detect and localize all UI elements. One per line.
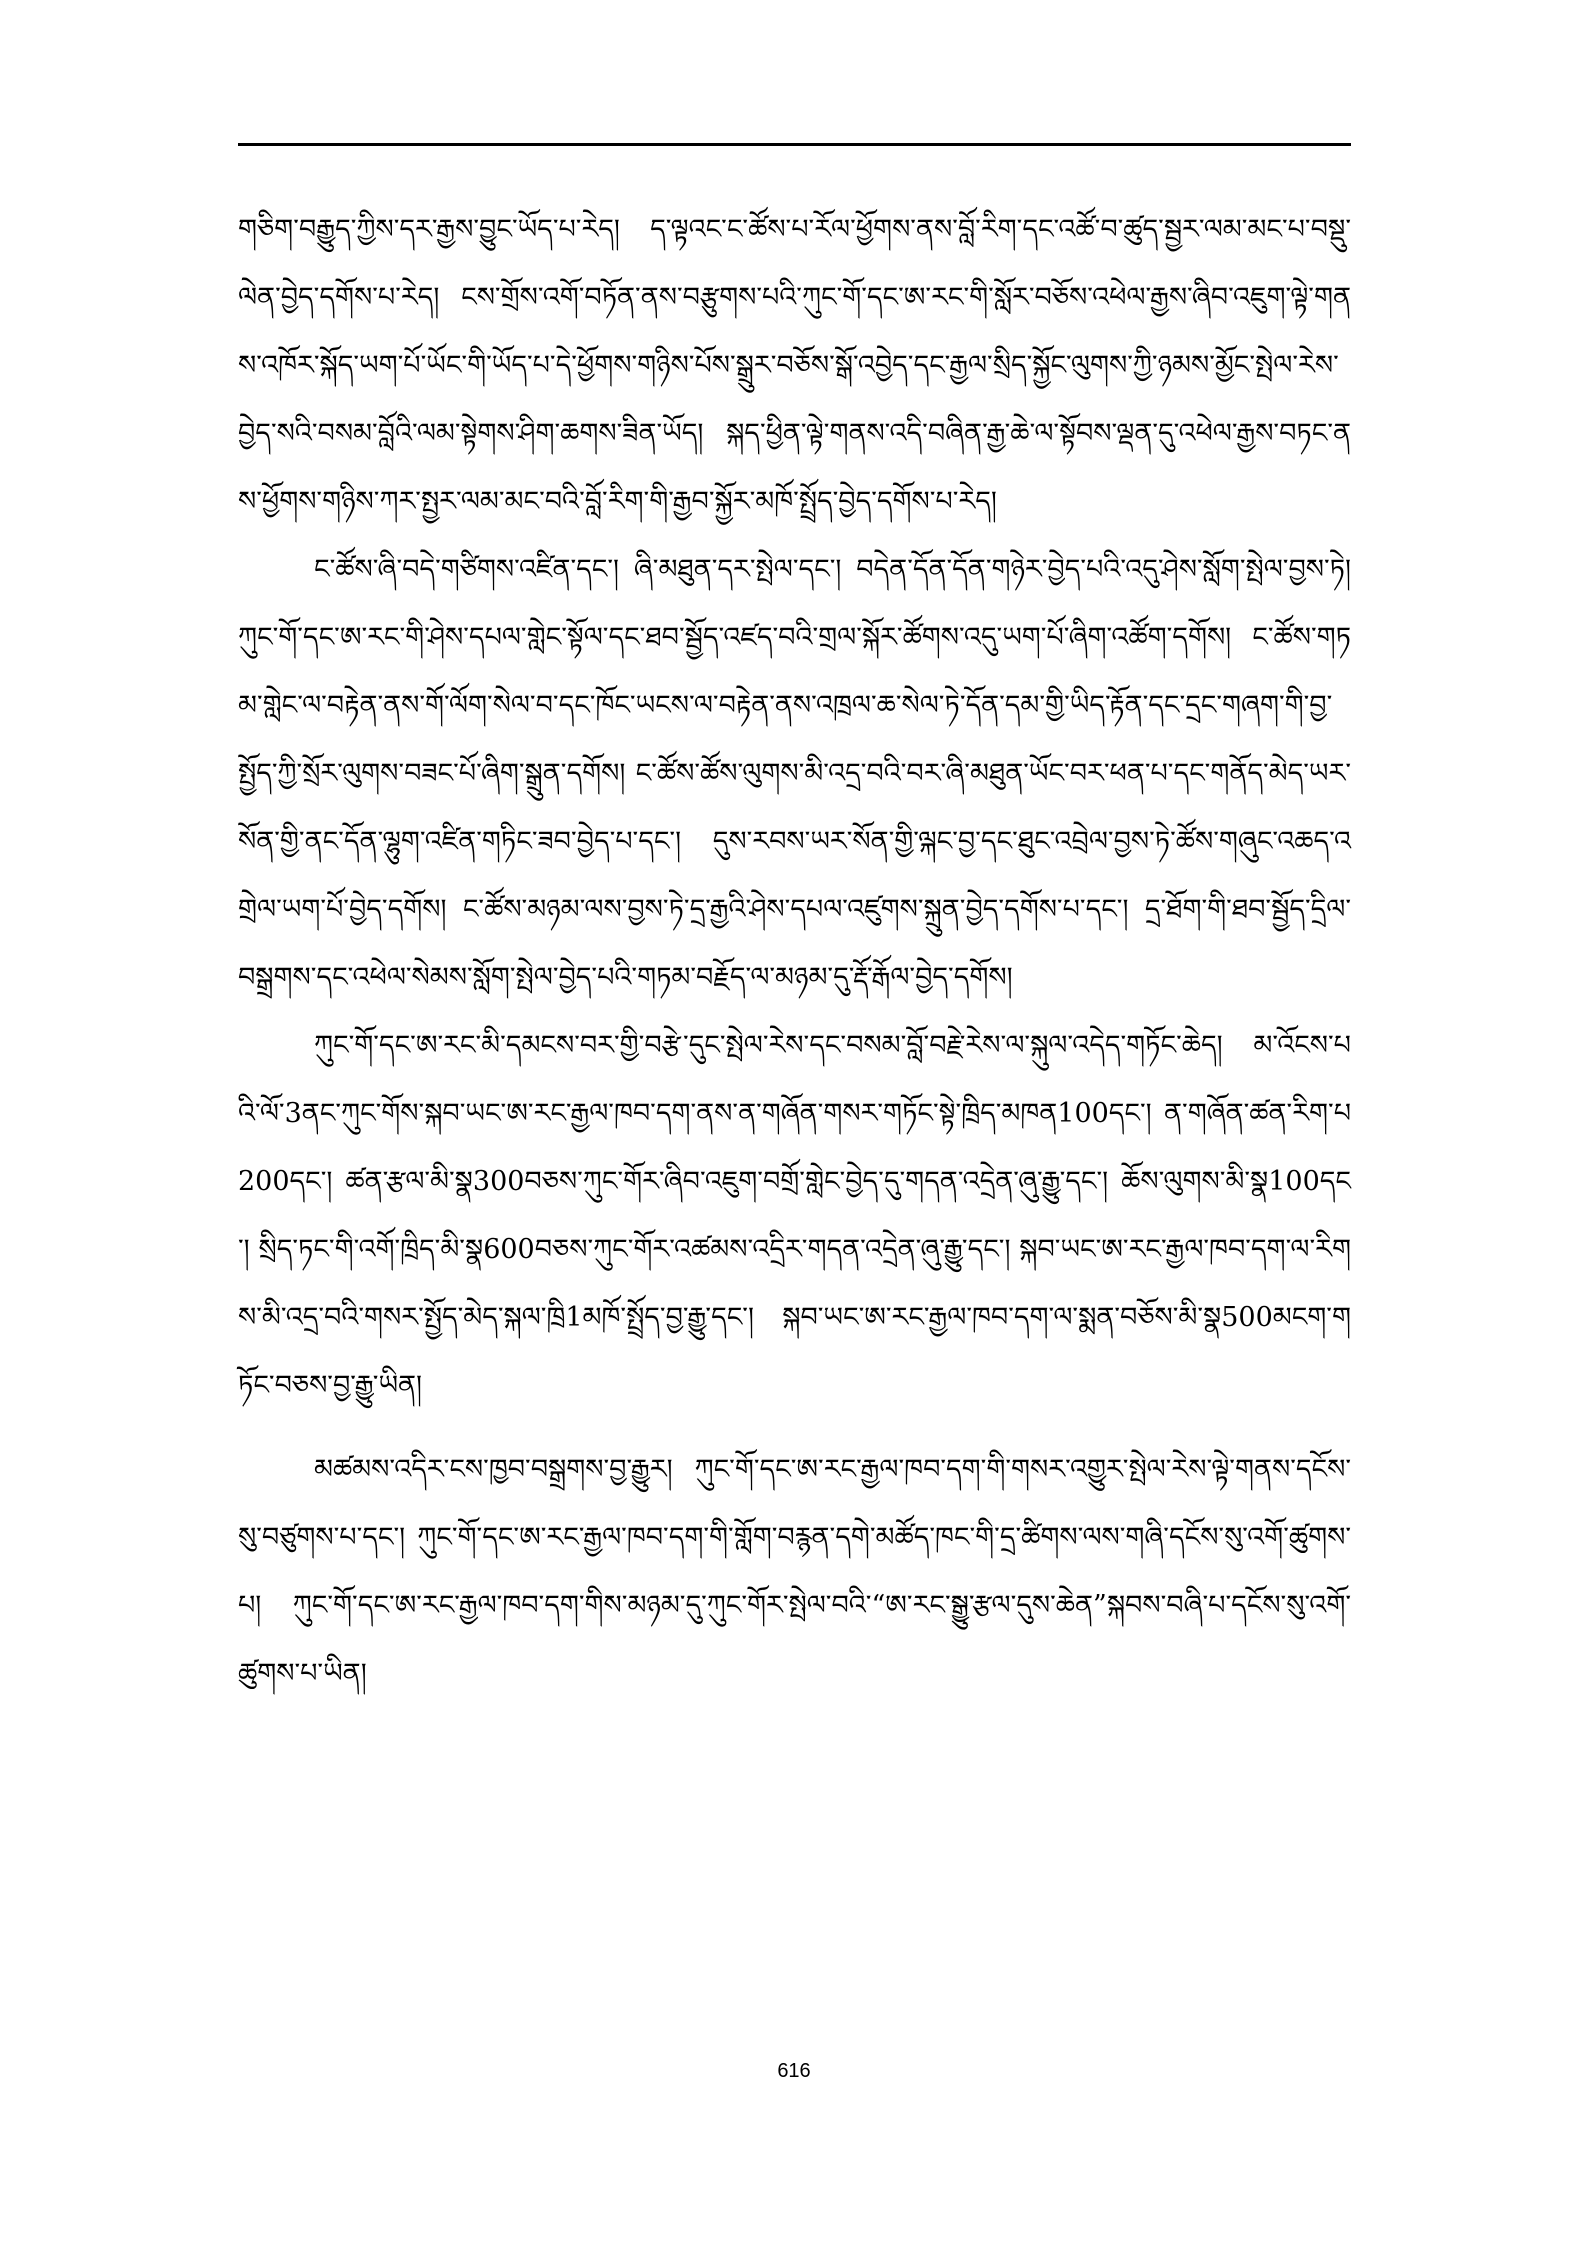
page-number: 616 [777,2060,811,2082]
paragraph-4: མཚམས་འདིར་ངས་ཁྱབ་བསྒྲགས་བྱ་རྒྱུར། ཀུང་གོ་དང་ཨ་རང་རྒྱལ་ཁབ་དག་གི་གསར་འགྱུར་སྤེལ་རེས་ལྟེ་གནས་དངོས་སུ་བཙུགས་པ་དང་། ཀུང་གོ་དང་ཨ་རང་རྒྱལ་ཁབ་དག་གི་གློག་བརྙན་དགེ་མཚོད་ཁང་གི་དྲ་ཚིགས་ལས་གཞི་དངོས་སུ་འགོ་ཚུགས་པ། ཀུང་གོ་དང་ཨ་རང་རྒྱལ་ཁབ་དག་གིས་མཉམ་དུ་ཀུང་གོར་སྤེལ་བའི་“ཨ་རང་སྒྱུ་རྩལ་དུས་ཆེན”སྐབས་བཞི་པ་དངོས་སུ་འགོ་ཚུགས་པ་ཡིན། [238,1454,1351,1689]
paragraph-1: གཅིག་བརྒྱུད་ཀྱིས་དར་རྒྱས་བྱུང་ཡོད་པ་རེད། ད་ལྟའང་ང་ཚོས་པ་རོལ་ཕྱོགས་ནས་བློ་རིག་དང་འཚོ་བ་ཚུད་སྦྱར་ལམ་མང་པ་བསྡུ་ལེན་བྱེད་དགོས་པ་རེད། ངས་གྲོས་འགོ་བཏོན་ནས་བརྩུགས་པའི་ཀུང་གོ་དང་ཨ་རང་གི་སློར་བཅོས་འཕེལ་རྒྱས་ཞིབ་འཇུག་ལྟེ་གནས་འཁོར་སྐོད་ཡག་པོ་ཡོང་གི་ཡོད་པ་དེ་ཕྱོགས་གཉིས་པོས་སྒྲུར་བཅོས་སྒོ་འབྱེད་དང་རྒྱལ་སྲིད་སྐྱོང་ལུགས་ཀྱི་ཉམས་མྱོང་སྤེལ་རེས་བྱེད་སའི་བསམ་བློའི་ལམ་སྟེགས་ཤིག་ཆགས་ཟིན་ཡོད། སྐད་ཕྱིན་ལྟེ་གནས་འདི་བཞིན་རྒྱ་ཆེ་ལ་སྟོབས་ལྡན་དུ་འཕེལ་རྒྱས་བཏང་ནས་ཕྱོགས་གཉིས་ཀར་སྤྱར་ལམ་མང་བའི་བློ་རིག་གི་རྒྱབ་སྐྱོར་མཁོ་སྤྲོད་བྱེད་དགོས་པ་རེད། [238,214,1351,517]
header-rule [238,143,1351,146]
paragraph-2: ང་ཚོས་ཞི་བདེ་གཙིགས་འཛིན་དང་། ཞི་མཐུན་དར་སྤེལ་དང་། བདེན་དོན་དོན་གཉེར་བྱེད་པའི་འདུ་ཤེས་སློག་སྤེལ་བྱས་ཏེ། ཀུང་གོ་དང་ཨ་རང་གི་ཤེས་དཔལ་གླེང་སྟོལ་དང་ཐབ་སྦྱོད་འཛད་བའི་གྲལ་སྐོར་ཚོགས་འདུ་ཡག་པོ་ཞིག་འཚོག་དགོས། ང་ཚོས་གཏམ་གླེང་ལ་བརྟེན་ནས་གོ་ལོག་སེལ་བ་དང་ཁོང་ཡངས་ལ་བརྟེན་ནས་འཁྲལ་ཆ་སེལ་ཏེ་དོན་དམ་གྱི་ཡིད་རྟོན་དང་དྲང་གཞག་གི་བྱ་སྤྱོད་ཀྱི་སྲོར་ལུགས་བཟང་པོ་ཞིག་སྒྲུན་དགོས། ང་ཚོས་ཚོས་ལུགས་མི་འདྲ་བའི་བར་ཞི་མཐུན་ཡོང་བར་ཕན་པ་དང་གནོད་མེད་ཡར་སོན་གྱི་ནང་དོན་ལྷུག་འཛིན་གཏིང་ཟབ་བྱེད་པ་དང་། དུས་རབས་ཡར་སོན་གྱི་ལྐང་བྱ་དང་ཐུང་འབྲེལ་བྱས་ཏེ་ཚོས་གཞུང་འཆད་འགྲེལ་ཡག་པོ་བྱེད་དགོས། ང་ཚོས་མཉམ་ལས་བྱས་ཏེ་དྲ་རྒྱའི་ཤེས་དཔལ་འཛུགས་སྐྲུན་བྱེད་དགོས་པ་དང་། དྲ་ཐོག་གི་ཐབ་སྦྱོད་དྲིལ་བསྒྲགས་དང་འཕེལ་སེམས་སློག་སྤེལ་བྱེད་པའི་གཏམ་བརྗོད་ལ་མཉམ་དུ་རྡོ་རྒོལ་བྱེད་དགོས། [238,554,1351,993]
paragraph-3: ཀུང་གོ་དང་ཨ་རང་མི་དམངས་བར་གྱི་བརྩེ་དུང་སྤེལ་རེས་དང་བསམ་བློ་བརྗེ་རེས་ལ་སྐུལ་འདེད་གཏོང་ཆེད། མ་འོངས་པའི་ལོ་3ནང་ཀུང་གོས་སྐབ་ཡང་ཨ་རང་རྒྱལ་ཁབ་དག་ནས་ན་གཞོན་གསར་གཏོང་སྟེ་ཁྲིད་མཁན100དང་། ན་གཞོན་ཚན་རིག་པ200དང་། ཚན་རྩལ་མི་སྣ300བཅས་ཀུང་གོར་ཞིབ་འཇུག་བགྲོ་གླེང་བྱེད་དུ་གདན་འདྲེན་ཞུ་རྒྱུ་དང་། ཆོས་ལུགས་མི་སྣ100དང་། སྲིད་ཏང་གི་འགོ་ཁྲིད་མི་སྣ600བཅས་ཀུང་གོར་འཚམས་འདྲིར་གདན་འདྲེན་ཞུ་རྒྱུ་དང་། སྐབ་ཡང་ཨ་རང་རྒྱལ་ཁབ་དག་ལ་རིགས་མི་འདྲ་བའི་གསར་སྤྱོད་མེད་སྐལ་ཁྲི1མཁོ་སྤྲོད་བྱ་རྒྱུ་དང་། སྐབ་ཡང་ཨ་རང་རྒྱལ་ཁབ་དག་ལ་སྨན་བཅོས་མི་སྣ500མངག་གཏོང་བཅས་བྱ་རྒྱུ་ཡིན། [238,1030,1351,1401]
body-text [238,196,1351,1708]
